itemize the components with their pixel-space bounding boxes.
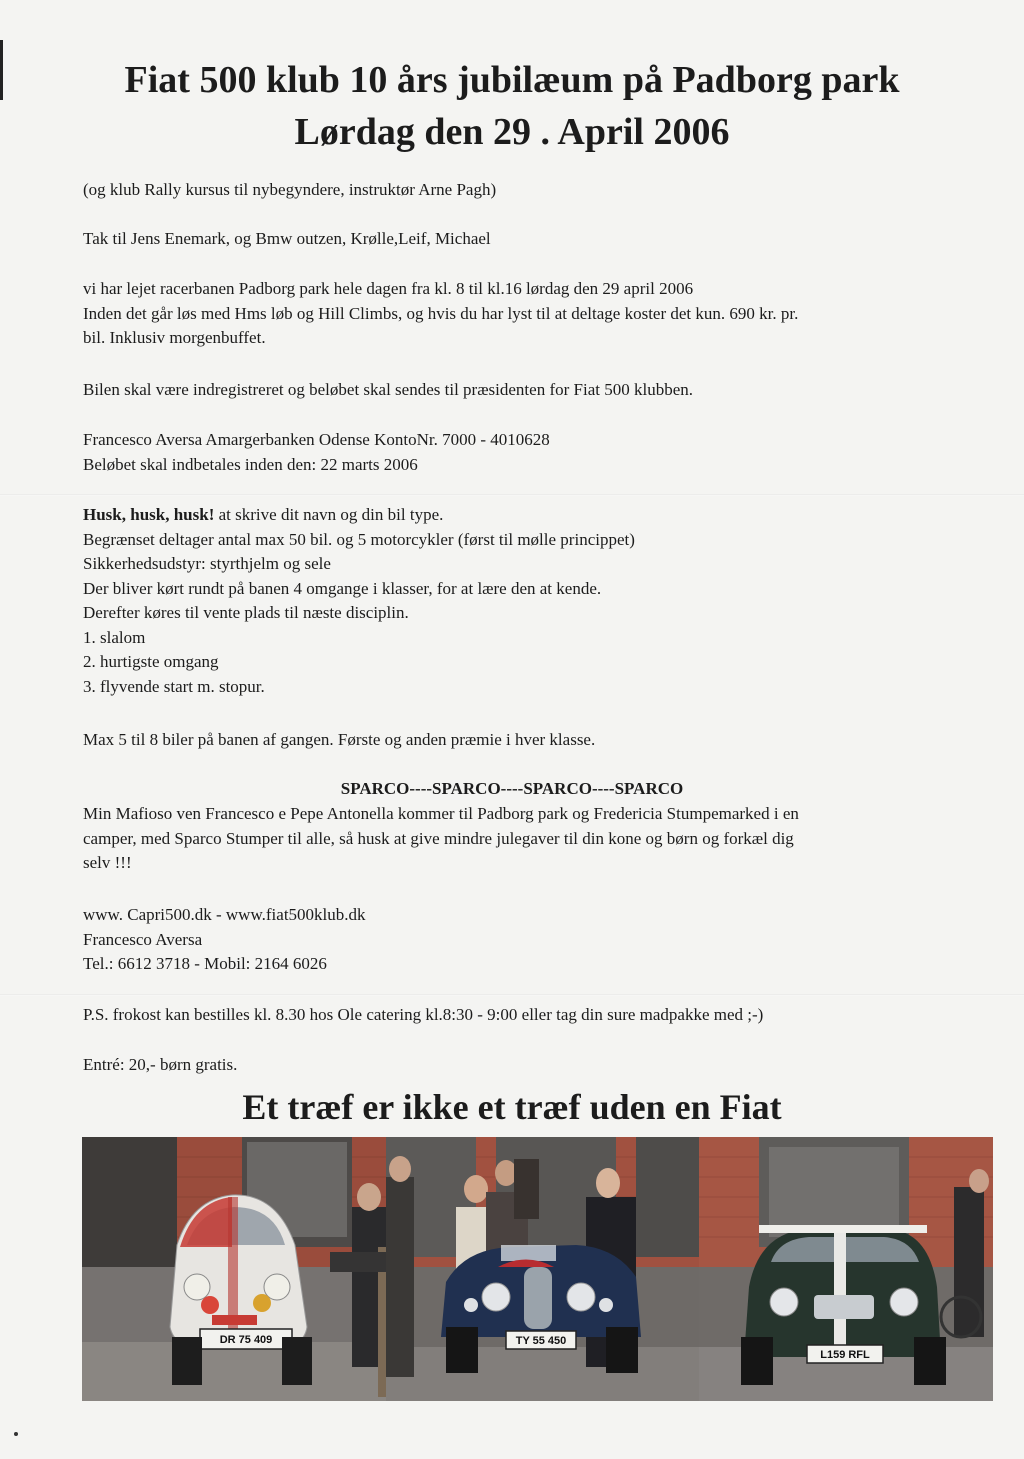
license-plate: TY 55 450 [515,1335,567,1347]
photo-fiat-500 [82,1137,386,1401]
contact-block [83,903,983,977]
reminder-bold: Husk, husk, husk! [83,505,215,524]
contact-name: Francesco Aversa [83,929,203,949]
account-line: Francesco Aversa Amargerbanken Odense KontoNr. 7000 - 4010628 [83,430,550,449]
laps-line: Der bliver kørt rundt på banen 4 omgange i klasser, for at lære den at kende. [83,578,602,598]
license-plate: DR 75 409 [219,1334,273,1346]
details-line: bil. Inklusiv morgenbuffet. [83,328,266,347]
reminder-text: at skrive dit navn og din bil type. [214,505,444,524]
rules-list [83,503,983,699]
slogan: Et træf er ikke et træf uden en Fiat [242,1087,782,1127]
details-line: Inden det går løs med Hms løb og Hill Climbs, og hvis du har lyst til at deltage koster det kun. 690 kr. pr. [83,303,799,323]
waiting-line: Derefter køres til vente plads til næste disciplin. [83,603,409,622]
page-title: Fiat 500 klub 10 års jubilæum på Padborg park [124,59,900,101]
limit-line: Begrænset deltager antal max 50 bil. og 5 motorcykler (først til mølle princippet) [83,529,635,549]
sparco-line: camper, med Sparco Stumper til alle, så husk at give mindre julegaver til din kone og børn og forkæl dig [83,828,794,848]
entry-price: Entré: 20,- børn gratis. [83,1055,238,1074]
sparco-heading: SPARCO----SPARCO----SPARCO----SPARCO [340,779,684,798]
photo-morgan-roadster [386,1137,699,1401]
deadline-line: Beløbet skal indbetales inden den: 22 marts 2006 [83,454,418,474]
ps-note: P.S. frokost kan bestilles kl. 8.30 hos Ole catering kl.8:30 - 9:00 eller tag din sure madpakke med ;-) [83,1005,764,1024]
sparco-paragraph [83,802,983,876]
website-links: www. Capri500.dk - www.fiat500klub.dk [83,905,366,924]
discipline-item: 1. slalom [83,627,146,647]
contact-phone: Tel.: 6612 3718 - Mobil: 2164 6026 [83,954,327,973]
safety-line: Sikkerhedsudstyr: styrthjelm og sele [83,554,331,573]
registration-note: Bilen skal være indregistreret og beløbet skal sendes til præsidenten for Fiat 500 klubben. [83,380,693,399]
subtitle: (og klub Rally kursus til nybegyndere, instruktør Arne Pagh) [83,180,497,199]
discipline-item: 3. flyvende start m. stopur. [83,676,265,696]
paper-fold [0,994,1024,996]
photo-strip [82,1137,993,1401]
event-date: Lørdag den 29 . April 2006 [294,111,730,153]
max-cars-note: Max 5 til 8 biler på banen af gangen. Første og anden præmie i hver klasse. [83,730,596,749]
photo-mini-cooper [699,1137,993,1401]
details-line: vi har lejet racerbanen Padborg park hele dagen fra kl. 8 til kl.16 lørdag den 29 april 2006 [83,279,694,298]
discipline-item: 2. hurtigste omgang [83,652,219,671]
paper-fold [0,494,1024,496]
license-plate: L159 RFL [820,1349,870,1361]
paper-speck [14,1432,18,1436]
sparco-line: Min Mafioso ven Francesco e Pepe Antonella kommer til Padborg park og Fredericia Stumpemarked i en [83,804,799,823]
thanks-line: Tak til Jens Enemark, og Bmw outzen, Krølle,Leif, Michael [83,229,491,248]
payment-info [83,428,983,477]
reminder-line [83,503,983,528]
sparco-line: selv !!! [83,853,132,872]
details-paragraph [83,277,983,351]
